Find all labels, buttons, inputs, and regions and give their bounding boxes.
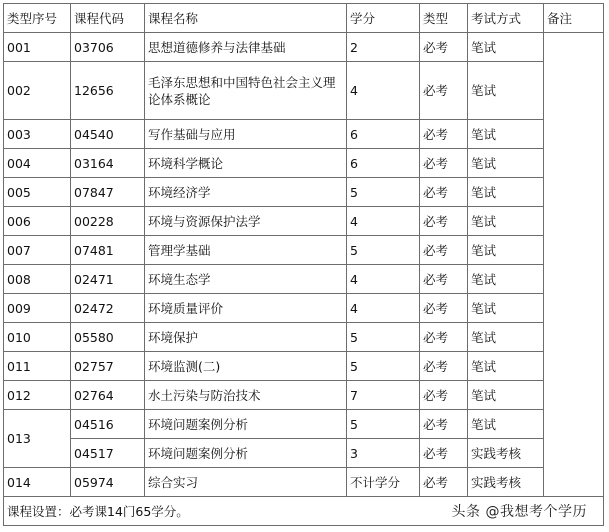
cell-name: 管理学基础 [145,236,347,265]
course-table [3,3,604,526]
cell-name: 水土污染与防治技术 [145,381,347,410]
cell-name: 环境问题案例分析 [145,439,347,468]
cell-code: 05974 [71,468,145,497]
table-row [4,178,604,207]
cell-credits: 5 [347,236,420,265]
document-page [3,3,603,528]
cell-code: 03706 [71,33,145,62]
cell-code: 00228 [71,207,145,236]
cell-type: 必考 [420,352,468,381]
cell-seq: 004 [4,149,71,178]
cell-type: 必考 [420,381,468,410]
cell-name: 环境经济学 [145,178,347,207]
cell-code: 04516 [71,410,145,439]
cell-seq: 002 [4,62,71,120]
cell-credits: 不计学分 [347,468,420,497]
cell-credits: 4 [347,265,420,294]
cell-code: 02472 [71,294,145,323]
cell-exam: 笔试 [468,381,544,410]
cell-credits: 4 [347,294,420,323]
cell-seq: 008 [4,265,71,294]
cell-exam: 笔试 [468,33,544,62]
cell-seq: 012 [4,381,71,410]
cell-type: 必考 [420,294,468,323]
cell-exam: 实践考核 [468,468,544,497]
cell-name: 思想道德修养与法律基础 [145,33,347,62]
cell-code: 02471 [71,265,145,294]
cell-credits: 5 [347,410,420,439]
cell-seq: 013 [4,410,71,468]
cell-seq: 003 [4,120,71,149]
table-row [4,294,604,323]
cell-exam: 笔试 [468,149,544,178]
table-row [4,62,604,120]
cell-name: 环境质量评价 [145,294,347,323]
table-row [4,381,604,410]
cell-exam: 笔试 [468,178,544,207]
cell-credits: 5 [347,352,420,381]
cell-type: 必考 [420,62,468,120]
cell-name: 环境生态学 [145,265,347,294]
table-header-row [4,4,604,33]
cell-exam: 笔试 [468,265,544,294]
table-row [4,410,604,439]
header-name: 课程名称 [145,4,347,33]
cell-credits: 7 [347,381,420,410]
cell-type: 必考 [420,236,468,265]
cell-type: 必考 [420,207,468,236]
cell-name: 环境与资源保护法学 [145,207,347,236]
cell-name: 写作基础与应用 [145,120,347,149]
cell-name: 环境问题案例分析 [145,410,347,439]
cell-seq: 007 [4,236,71,265]
curriculum-summary: 课程设置：必考课14门65学分。 [4,497,604,526]
header-credits: 学分 [347,4,420,33]
cell-name: 毛泽东思想和中国特色社会主义理论体系概论 [145,62,347,120]
header-seq: 类型序号 [4,4,71,33]
cell-code: 04540 [71,120,145,149]
cell-code: 05580 [71,323,145,352]
cell-seq: 010 [4,323,71,352]
watermark: 头条 @我想考个学历 [451,504,587,520]
cell-code: 12656 [71,62,145,120]
cell-type: 必考 [420,265,468,294]
cell-code: 02764 [71,381,145,410]
cell-type: 必考 [420,33,468,62]
cell-seq: 005 [4,178,71,207]
header-code: 课程代码 [71,4,145,33]
cell-credits: 5 [347,323,420,352]
cell-code: 07481 [71,236,145,265]
cell-exam: 笔试 [468,120,544,149]
cell-type: 必考 [420,439,468,468]
cell-credits: 3 [347,439,420,468]
cell-code: 02757 [71,352,145,381]
cell-credits: 4 [347,207,420,236]
table-row [4,323,604,352]
table-row [4,236,604,265]
cell-exam: 笔试 [468,62,544,120]
cell-credits: 2 [347,33,420,62]
cell-name: 综合实习 [145,468,347,497]
notes-cell [544,33,604,497]
table-row [4,207,604,236]
cell-seq: 011 [4,352,71,381]
cell-name: 环境保护 [145,323,347,352]
cell-name: 环境科学概论 [145,149,347,178]
cell-type: 必考 [420,120,468,149]
table-row [4,33,604,62]
table-row [4,265,604,294]
table-row [4,439,604,468]
cell-exam: 笔试 [468,294,544,323]
table-row [4,149,604,178]
cell-name: 环境监测(二) [145,352,347,381]
cell-seq: 009 [4,294,71,323]
table-row [4,120,604,149]
header-exam: 考试方式 [468,4,544,33]
table-row [4,352,604,381]
cell-exam: 笔试 [468,410,544,439]
cell-credits: 4 [347,62,420,120]
cell-exam: 笔试 [468,207,544,236]
cell-credits: 6 [347,149,420,178]
cell-exam: 笔试 [468,323,544,352]
cell-type: 必考 [420,178,468,207]
cell-code: 04517 [71,439,145,468]
cell-type: 必考 [420,410,468,439]
table-row [4,468,604,497]
header-notes: 备注 [544,4,604,33]
cell-type: 必考 [420,468,468,497]
cell-exam: 实践考核 [468,439,544,468]
header-type: 类型 [420,4,468,33]
cell-type: 必考 [420,323,468,352]
cell-seq: 001 [4,33,71,62]
cell-type: 必考 [420,149,468,178]
cell-code: 03164 [71,149,145,178]
cell-exam: 笔试 [468,236,544,265]
cell-code: 07847 [71,178,145,207]
cell-credits: 5 [347,178,420,207]
cell-seq: 014 [4,468,71,497]
cell-credits: 6 [347,120,420,149]
cell-exam: 笔试 [468,352,544,381]
cell-seq: 006 [4,207,71,236]
